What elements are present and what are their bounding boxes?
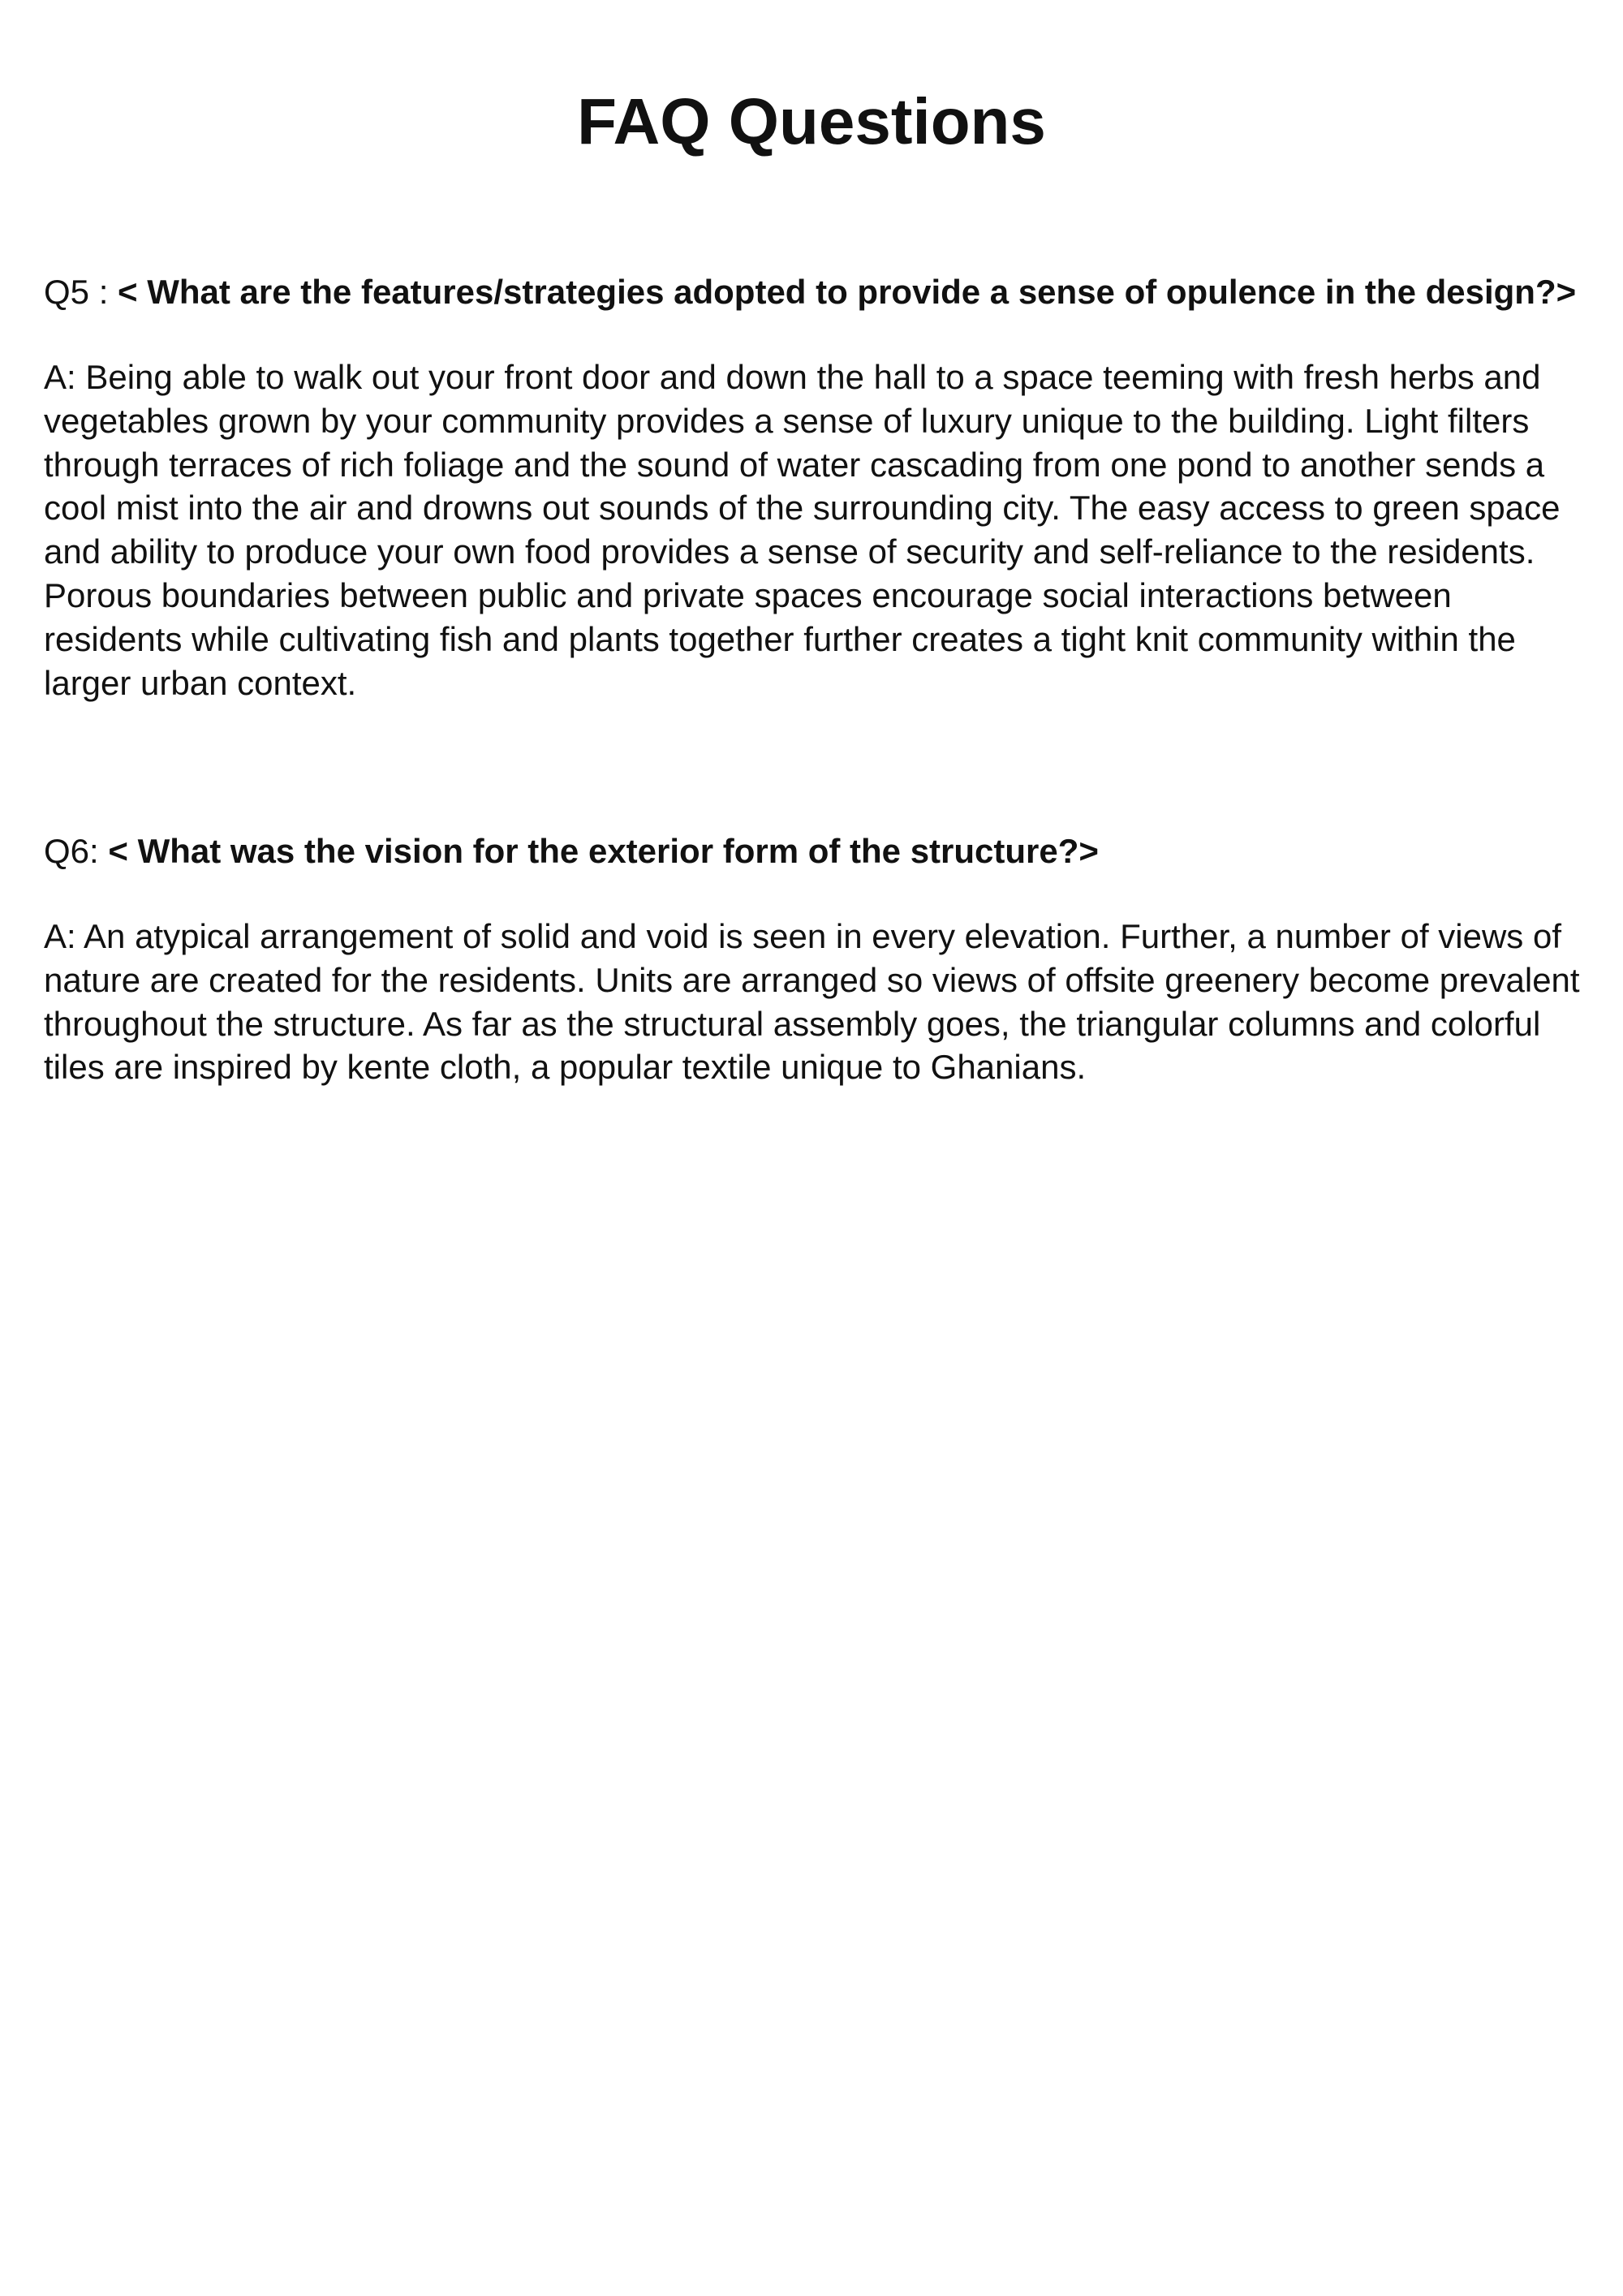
faq-item [44, 270, 1586, 704]
question-text: < What are the features/strategies adopted to provide a sense of opulence in the design?> [118, 273, 1577, 311]
page-title: FAQ Questions [577, 85, 1046, 157]
question-number: Q6: [44, 832, 109, 870]
faq-answer: A: Being able to walk out your front door and down the hall to a space teeming with fresh herbs and vegetables grown by your community provides a sense of luxury unique to the building. Light filters through terraces of rich foliage and the sound of water cascading from one pond to another sends a cool mist into the air and drowns out sounds of the surrounding city. The easy access to green space and ability to produce your own food provides a sense of security and self-reliance to the residents. Porous boundaries between public and private spaces encourage social interactions between residents while cultivating fish and plants together further creates a tight knit community within the larger urban context. [44, 358, 1561, 702]
faq-question [44, 270, 1586, 313]
question-text: < What was the vision for the exterior form of the structure?> [108, 832, 1099, 870]
question-number: Q5 : [44, 273, 118, 311]
faq-question [44, 829, 1586, 872]
faq-item [44, 829, 1586, 1089]
faq-answer: A: An atypical arrangement of solid and void is seen in every elevation. Further, a number of views of nature are created for the residents. Units are arranged so views of offsite greenery become prevalent throughout the structure. As far as the structural assembly goes, the triangular columns and colorful tiles are inspired by kente cloth, a popular textile unique to Ghanians. [44, 917, 1580, 1087]
